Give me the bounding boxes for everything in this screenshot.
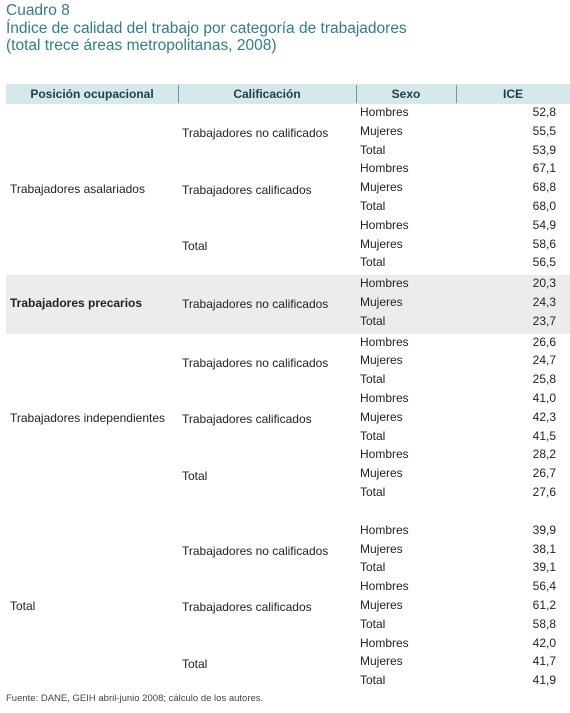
header-ice: ICE [502, 87, 523, 101]
ice-value: 68,8 [532, 180, 556, 195]
ice-value: 42,0 [532, 635, 556, 650]
ice-value: 39,9 [532, 522, 556, 537]
sexo-cell: Hombres [360, 276, 409, 291]
sexo-cell: Total [360, 484, 386, 499]
sexo-cell: Total [360, 560, 386, 575]
sexo-cell: Total [360, 372, 386, 387]
ice-value: 39,1 [532, 560, 556, 575]
calificacion-label: Trabajadores no calificados [182, 297, 329, 312]
ice-value: 25,8 [532, 372, 556, 387]
sexo-cell: Hombres [360, 161, 409, 176]
source-footnote: Fuente: DANE, GEIH abril-junio 2008; cálculo de los autores. [6, 693, 264, 704]
sexo-cell: Mujeres [360, 597, 403, 612]
sexo-cell: Mujeres [360, 294, 403, 309]
calificacion-label: Trabajadores calificados [182, 182, 312, 197]
position-label: Trabajadores asalariados [10, 181, 145, 196]
sexo-cell: Total [360, 142, 386, 157]
ice-value: 23,7 [532, 313, 556, 328]
caption-title: Índice de calidad del trabajo por categoría de trabajadores [6, 19, 407, 37]
ice-value: 26,6 [532, 334, 556, 349]
sexo-cell: Total [360, 313, 386, 328]
sexo-cell: Hombres [360, 334, 409, 349]
sexo-cell: Hombres [360, 447, 409, 462]
ice-value: 55,5 [532, 123, 556, 138]
sexo-cell: Hombres [360, 579, 409, 594]
sexo-cell: Total [360, 673, 386, 688]
sexo-cell: Mujeres [360, 353, 403, 368]
ice-value: 68,0 [532, 199, 556, 213]
calificacion-label: Total [182, 656, 208, 671]
table-body [6, 104, 570, 693]
sexo-cell: Mujeres [360, 180, 403, 195]
row-group [6, 334, 570, 505]
caption-subtitle: (total trece áreas metropolitanas, 2008) [6, 37, 277, 54]
ice-value: 27,6 [532, 484, 556, 499]
row-group [6, 275, 570, 333]
header-posicion: Posición ocupacional [30, 87, 154, 101]
calificacion-label: Trabajadores no calificados [182, 543, 329, 558]
calificacion-label: Total [182, 468, 208, 483]
calificacion-label: Trabajadores no calificados [182, 126, 329, 141]
ice-value: 42,3 [532, 409, 556, 424]
ice-value: 56,4 [532, 579, 556, 594]
position-label: Trabajadores independientes [10, 411, 165, 426]
ice-value: 24,3 [532, 294, 556, 309]
sexo-cell: Mujeres [360, 123, 403, 138]
sexo-cell: Hombres [360, 217, 409, 232]
calificacion-label: Trabajadores calificados [182, 600, 312, 615]
sexo-cell: Hombres [360, 105, 409, 119]
ice-value: 41,5 [532, 428, 556, 443]
calificacion-label: Trabajadores no calificados [182, 355, 329, 370]
calificacion-label: Trabajadores calificados [182, 412, 312, 427]
sexo-cell: Hombres [360, 522, 409, 537]
position-label: Trabajadores precarios [10, 296, 143, 311]
sexo-cell: Total [360, 428, 386, 443]
ice-value: 56,5 [532, 255, 556, 270]
ice-value: 38,1 [532, 541, 556, 556]
sexo-cell: Mujeres [360, 466, 403, 481]
sexo-cell: Mujeres [360, 236, 403, 251]
position-label: Total [10, 599, 36, 614]
ice-value: 58,8 [532, 616, 556, 631]
sexo-cell: Total [360, 255, 386, 270]
ice-value: 53,9 [532, 142, 556, 157]
ice-value: 54,9 [532, 217, 556, 232]
ice-value: 20,3 [532, 276, 556, 291]
table-caption [6, 2, 407, 55]
sexo-cell: Hombres [360, 635, 409, 650]
header-sexo: Sexo [391, 87, 421, 101]
data-table [6, 84, 570, 693]
table-header [6, 84, 570, 104]
caption-number: Cuadro 8 [6, 2, 70, 19]
sexo-cell: Total [360, 199, 386, 213]
row-group [6, 522, 570, 693]
ice-value: 41,7 [532, 654, 556, 669]
ice-value: 58,6 [532, 236, 556, 251]
sexo-cell: Mujeres [360, 541, 403, 556]
row-group [6, 104, 570, 275]
header-calificacion: Calificación [233, 87, 301, 101]
ice-value: 61,2 [532, 597, 556, 612]
ice-value: 26,7 [532, 466, 556, 481]
sexo-cell: Hombres [360, 390, 409, 405]
sexo-cell: Total [360, 616, 386, 631]
calificacion-label: Total [182, 239, 208, 253]
ice-value: 24,7 [532, 353, 556, 368]
sexo-cell: Mujeres [360, 409, 403, 424]
ice-value: 28,2 [532, 447, 556, 462]
ice-value: 67,1 [532, 161, 556, 176]
ice-value: 41,0 [532, 390, 556, 405]
ice-value: 41,9 [532, 673, 556, 688]
ice-value: 52,8 [532, 105, 556, 119]
sexo-cell: Mujeres [360, 654, 403, 669]
